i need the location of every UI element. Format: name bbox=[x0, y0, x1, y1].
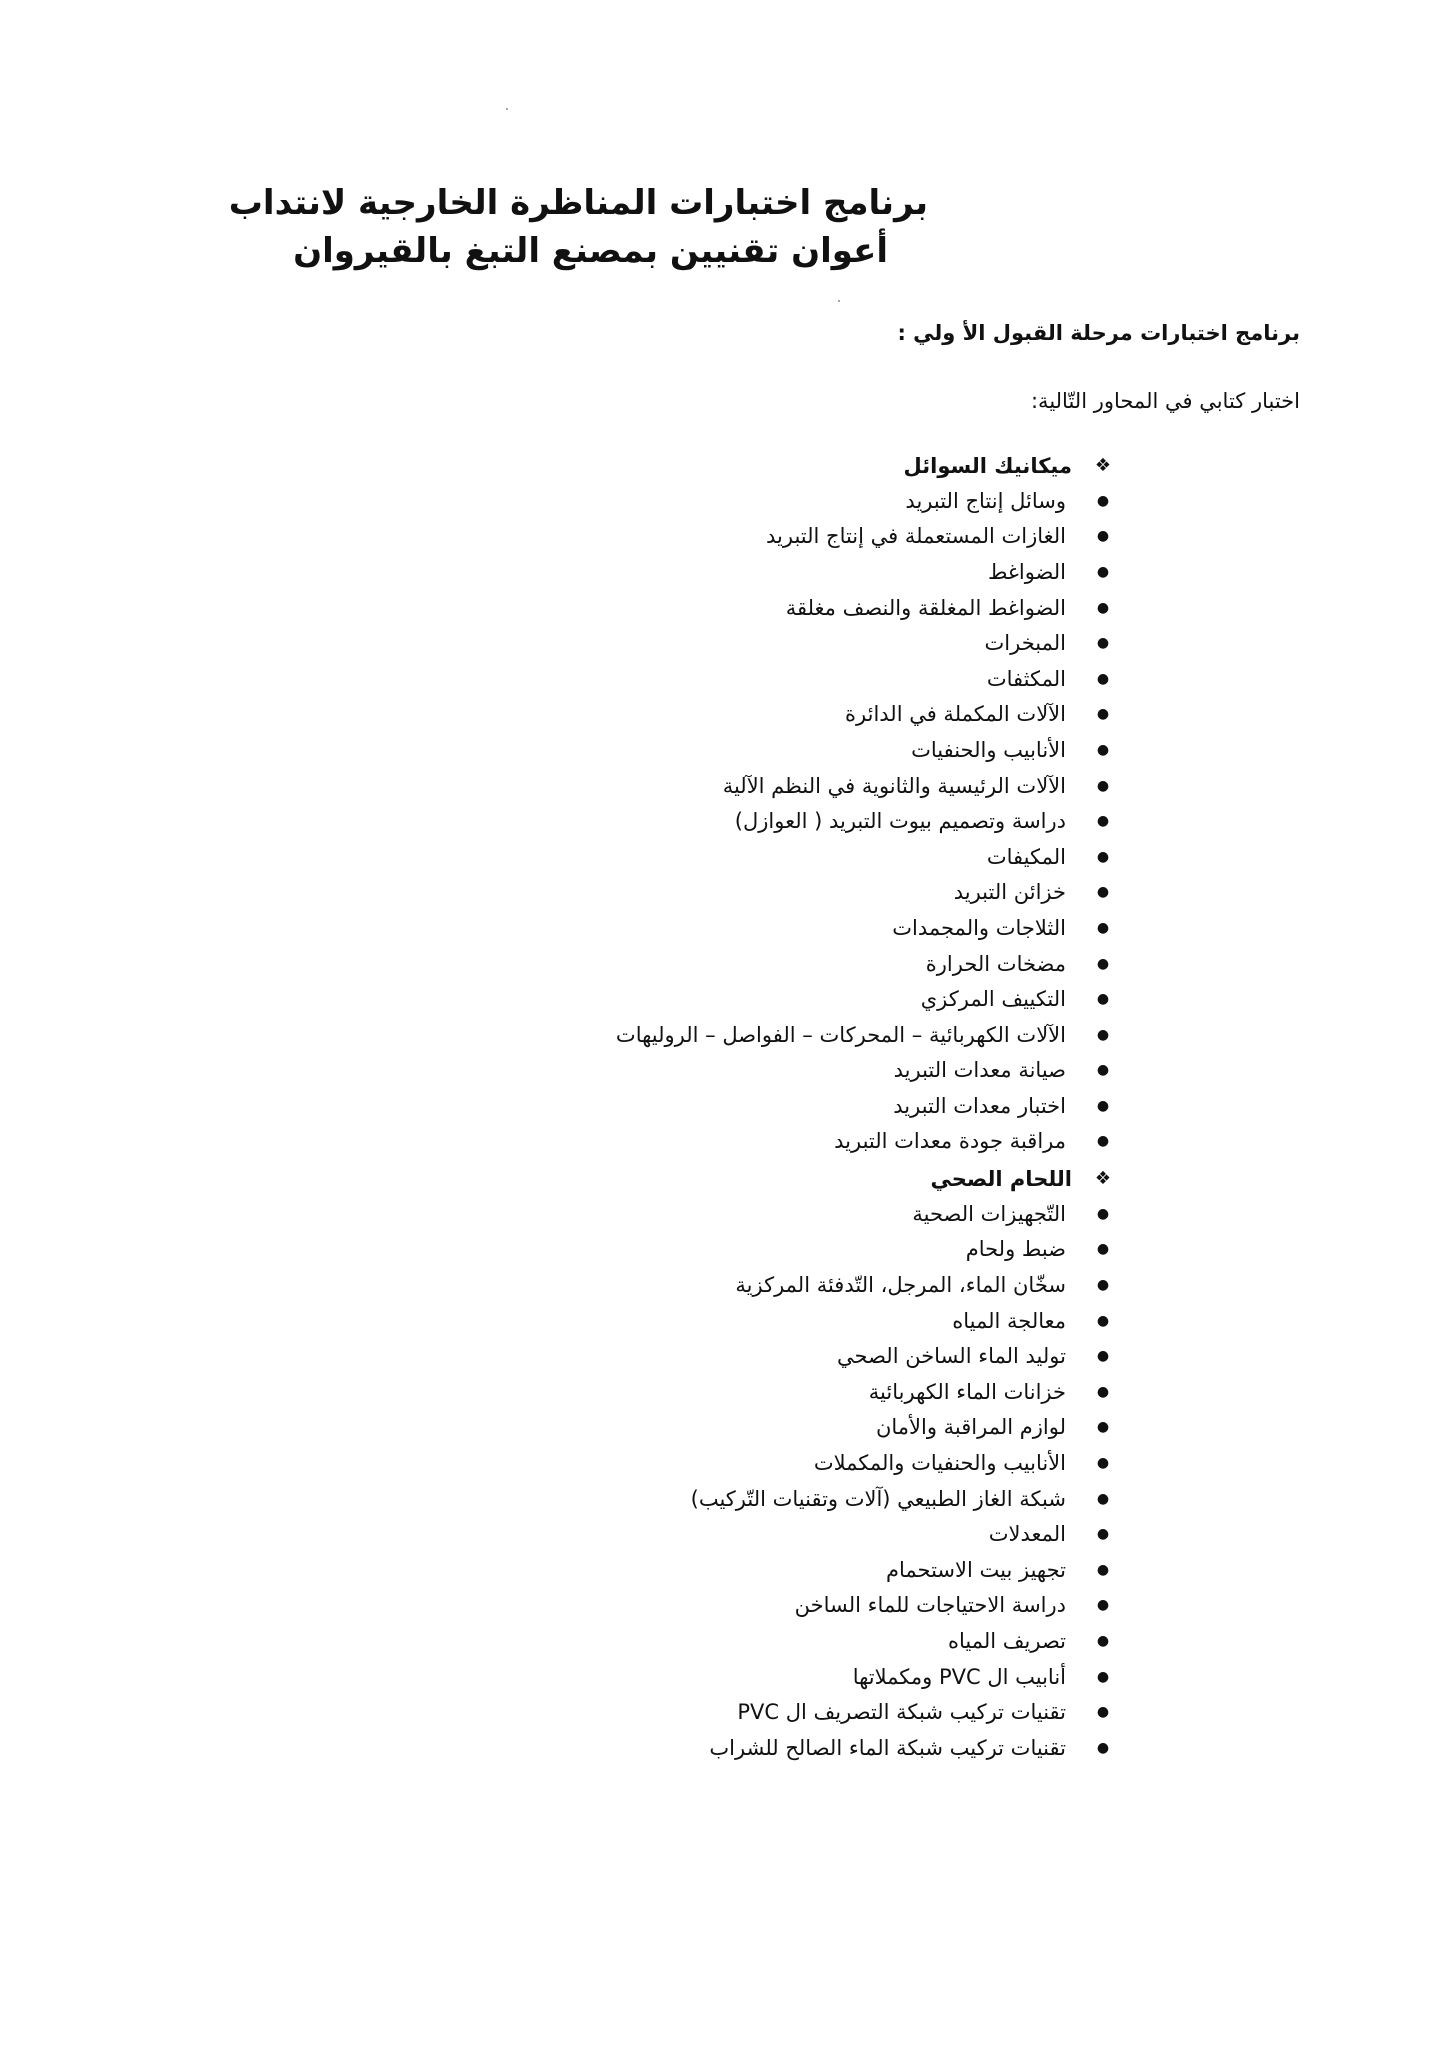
list-item-text: مضخات الحرارة bbox=[925, 951, 1066, 976]
list-item bbox=[218, 1053, 1118, 1089]
bullet-dot-icon: ● bbox=[1096, 741, 1110, 758]
list-item bbox=[218, 946, 1118, 982]
list-item bbox=[218, 910, 1118, 946]
list-item bbox=[218, 519, 1118, 555]
bullet-dot-icon: ● bbox=[1096, 1526, 1110, 1543]
list-item bbox=[218, 483, 1118, 519]
list-item-text: توليد الماء الساخن الصحي bbox=[837, 1344, 1066, 1369]
list-item bbox=[218, 1445, 1118, 1481]
list-item bbox=[218, 839, 1118, 875]
list-item-text: خزائن التبريد bbox=[953, 880, 1066, 905]
list-item bbox=[218, 697, 1118, 733]
topic-list bbox=[218, 483, 1118, 1159]
list-item bbox=[218, 1196, 1118, 1232]
list-item-text: المكيفات bbox=[986, 844, 1066, 869]
list-item bbox=[218, 1303, 1118, 1339]
list-item-text: تقنيات تركيب شبكة الماء الصالح للشراب bbox=[709, 1735, 1066, 1760]
section-sanitary-welding bbox=[218, 1161, 1118, 1766]
list-item bbox=[218, 1623, 1118, 1659]
bullet-dot-icon: ● bbox=[1096, 670, 1110, 687]
diamond-bullet-icon: ❖ bbox=[1094, 1168, 1112, 1189]
page-title-line-2: أعوان تقنيين بمصنع التبغ بالقيروان bbox=[293, 231, 888, 271]
bullet-dot-icon: ● bbox=[1096, 955, 1110, 972]
bullet-dot-icon: ● bbox=[1096, 813, 1110, 830]
list-item bbox=[218, 1338, 1118, 1374]
list-item-text: المكثفات bbox=[986, 666, 1066, 691]
bullet-dot-icon: ● bbox=[1096, 1348, 1110, 1365]
bullet-dot-icon: ● bbox=[1096, 635, 1110, 652]
list-item-text: الآلات المكملة في الدائرة bbox=[845, 702, 1066, 727]
section-fluid-mechanics bbox=[218, 448, 1118, 1159]
bullet-dot-icon: ● bbox=[1096, 1490, 1110, 1507]
program-heading: برنامج اختبارات مرحلة القبول الأ ولي : bbox=[897, 321, 1300, 345]
list-item bbox=[218, 1694, 1118, 1730]
list-item-text: تصريف المياه bbox=[947, 1628, 1066, 1653]
bullet-dot-icon: ● bbox=[1096, 1561, 1110, 1578]
bullet-dot-icon: ● bbox=[1096, 1133, 1110, 1150]
diamond-bullet-icon: ❖ bbox=[1094, 455, 1112, 476]
list-item bbox=[218, 661, 1118, 697]
bullet-dot-icon: ● bbox=[1096, 1383, 1110, 1400]
scan-speck bbox=[838, 300, 840, 302]
list-item bbox=[218, 1516, 1118, 1552]
section-title: اللحام الصحي bbox=[930, 1166, 1072, 1191]
list-item-text: الضواغط bbox=[987, 559, 1066, 584]
list-item-text: لوازم المراقبة والأمان bbox=[875, 1415, 1066, 1440]
list-item-text: خزانات الماء الكهربائية bbox=[868, 1379, 1066, 1404]
bullet-dot-icon: ● bbox=[1096, 1276, 1110, 1293]
list-item-text: وسائل إنتاج التبريد bbox=[905, 488, 1066, 513]
scan-speck bbox=[506, 108, 508, 110]
bullet-dot-icon: ● bbox=[1096, 884, 1110, 901]
bullet-dot-icon: ● bbox=[1096, 1062, 1110, 1079]
bullet-dot-icon: ● bbox=[1096, 777, 1110, 794]
list-item bbox=[218, 1659, 1118, 1695]
list-item bbox=[218, 981, 1118, 1017]
list-item-text: التّجهيزات الصحية bbox=[912, 1201, 1066, 1226]
list-item bbox=[218, 590, 1118, 626]
list-item bbox=[218, 803, 1118, 839]
list-item-text: الآلات الكهربائية – المحركات – الفواصل – الروليهات bbox=[615, 1022, 1066, 1047]
list-item-text: الثلاجات والمجمدات bbox=[892, 915, 1066, 940]
bullet-dot-icon: ● bbox=[1096, 1668, 1110, 1685]
bullet-dot-icon: ● bbox=[1096, 1739, 1110, 1756]
list-item-text: مراقبة جودة معدات التبريد bbox=[834, 1129, 1066, 1154]
list-item bbox=[218, 1552, 1118, 1588]
bullet-dot-icon: ● bbox=[1096, 1454, 1110, 1471]
bullet-dot-icon: ● bbox=[1096, 1312, 1110, 1329]
list-item bbox=[218, 1481, 1118, 1517]
bullet-dot-icon: ● bbox=[1096, 1026, 1110, 1043]
list-item-text: شبكة الغاز الطبيعي (آلات وتقنيات التّركيب) bbox=[690, 1486, 1066, 1511]
bullet-dot-icon: ● bbox=[1096, 1205, 1110, 1222]
list-item bbox=[218, 625, 1118, 661]
bullet-dot-icon: ● bbox=[1096, 1597, 1110, 1614]
bullet-dot-icon: ● bbox=[1096, 1632, 1110, 1649]
bullet-dot-icon: ● bbox=[1096, 848, 1110, 865]
list-item-text: الأنابيب والحنفيات bbox=[911, 737, 1066, 762]
list-item-text: الغازات المستعملة في إنتاج التبريد bbox=[765, 524, 1066, 549]
list-item-text: صيانة معدات التبريد bbox=[893, 1058, 1066, 1083]
page-title-line-1: برنامج اختبارات المناظرة الخارجية لانتداب bbox=[228, 183, 928, 223]
bullet-dot-icon: ● bbox=[1096, 1241, 1110, 1258]
list-item bbox=[218, 1124, 1118, 1160]
list-item-text: تقنيات تركيب شبكة التصريف ال PVC bbox=[737, 1700, 1066, 1725]
bullet-dot-icon: ● bbox=[1096, 528, 1110, 545]
list-item-text: التكييف المركزي bbox=[920, 987, 1066, 1012]
list-item bbox=[218, 1588, 1118, 1624]
section-heading bbox=[218, 448, 1118, 483]
list-item bbox=[218, 554, 1118, 590]
bullet-dot-icon: ● bbox=[1096, 599, 1110, 616]
list-item-text: المبخرات bbox=[984, 631, 1066, 656]
list-item bbox=[218, 1410, 1118, 1446]
list-item bbox=[218, 732, 1118, 768]
list-item-text: المعدلات bbox=[988, 1522, 1066, 1547]
list-item bbox=[218, 1232, 1118, 1268]
list-item-text: دراسة الاحتياجات للماء الساخن bbox=[794, 1593, 1066, 1618]
list-item-text: سخّان الماء، المرجل، التّدفئة المركزية bbox=[735, 1272, 1066, 1297]
list-item bbox=[218, 1374, 1118, 1410]
list-item bbox=[218, 1088, 1118, 1124]
section-title: ميكانيك السوائل bbox=[903, 453, 1072, 478]
list-item bbox=[218, 1017, 1118, 1053]
intro-line: اختبار كتابي في المحاور التّالية: bbox=[1030, 389, 1300, 413]
list-item bbox=[218, 768, 1118, 804]
bullet-dot-icon: ● bbox=[1096, 706, 1110, 723]
bullet-dot-icon: ● bbox=[1096, 919, 1110, 936]
list-item bbox=[218, 1730, 1118, 1766]
bullet-dot-icon: ● bbox=[1096, 563, 1110, 580]
topic-list bbox=[218, 1196, 1118, 1766]
list-item-text: معالجة المياه bbox=[952, 1308, 1066, 1333]
list-item-text: اختبار معدات التبريد bbox=[893, 1093, 1066, 1118]
list-item-text: أنابيب ال PVC ومكملاتها bbox=[852, 1664, 1066, 1689]
list-item-text: تجهيز بيت الاستحمام bbox=[886, 1557, 1066, 1582]
bullet-dot-icon: ● bbox=[1096, 492, 1110, 509]
list-item-text: دراسة وتصميم بيوت التبريد ( العوازل) bbox=[734, 809, 1066, 834]
list-item-text: الضواغط المغلقة والنصف مغلقة bbox=[785, 595, 1066, 620]
bullet-dot-icon: ● bbox=[1096, 1097, 1110, 1114]
list-item-text: ضبط ولحام bbox=[965, 1237, 1066, 1262]
bullet-dot-icon: ● bbox=[1096, 991, 1110, 1008]
section-heading bbox=[218, 1161, 1118, 1196]
list-item-text: الآلات الرئيسية والثانوية في النظم الآلية bbox=[722, 773, 1066, 798]
bullet-dot-icon: ● bbox=[1096, 1419, 1110, 1436]
list-item bbox=[218, 1267, 1118, 1303]
bullet-dot-icon: ● bbox=[1096, 1704, 1110, 1721]
list-item bbox=[218, 875, 1118, 911]
list-item-text: الأنابيب والحنفيات والمكملات bbox=[813, 1450, 1066, 1475]
